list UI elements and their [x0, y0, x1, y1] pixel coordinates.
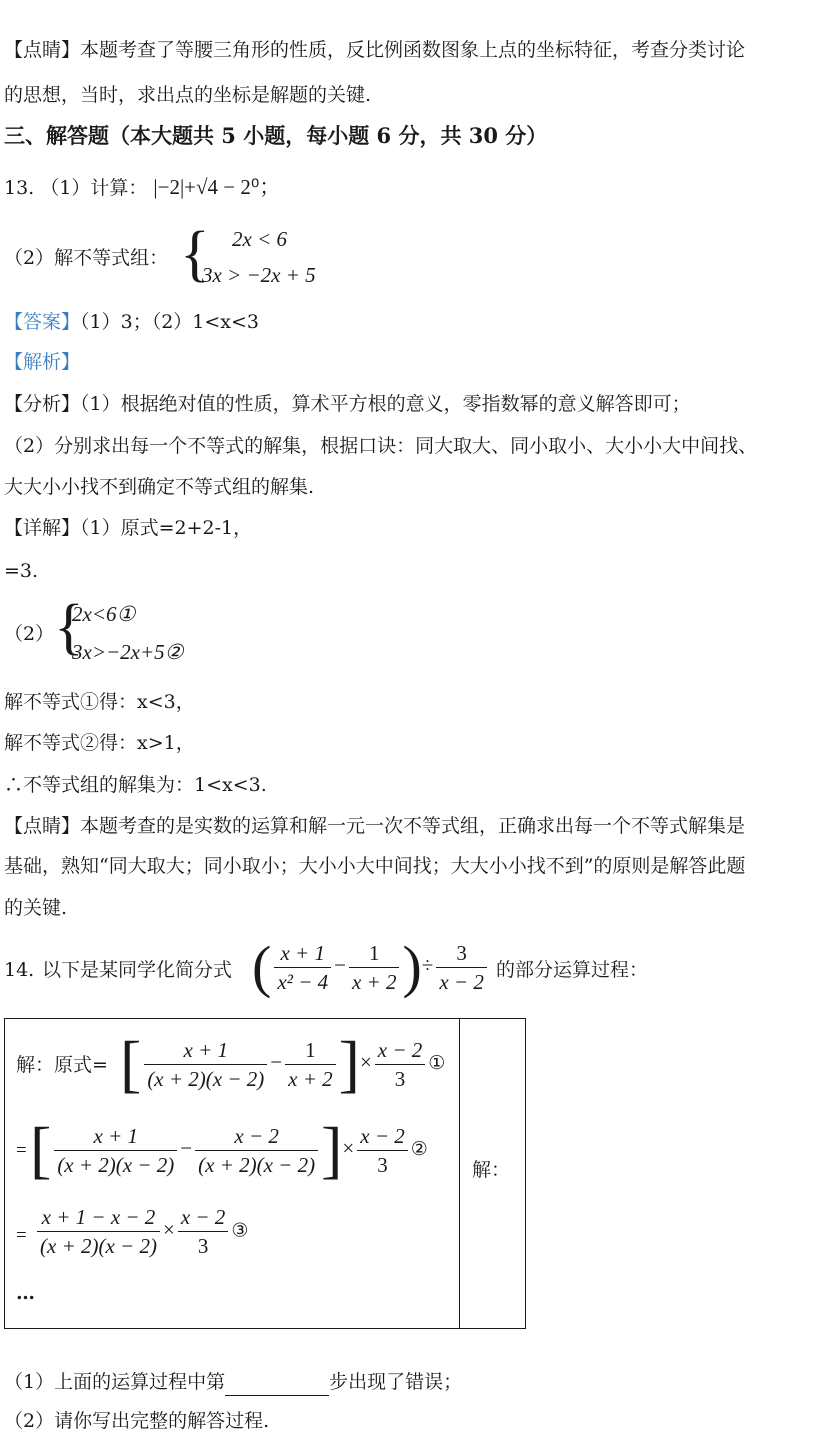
- step1-mark: ①: [428, 1052, 446, 1074]
- xiangjie-text-2: =3.: [4, 560, 39, 582]
- dianjing-2-1: [4, 812, 745, 840]
- q14-q1: [4, 1368, 462, 1396]
- q13-ineq1: 2x < 6: [232, 227, 287, 251]
- dianjing-2-text-2: 基础，熟知“同大取大；同小取小；大小小大中间找；大大小小找不到”的原则是解答此题: [4, 855, 746, 877]
- step1-prefix: 解：原式=: [16, 1054, 108, 1076]
- sol-3: ∴不等式组的解集为：1<x<3.: [4, 774, 267, 796]
- system-brace-2-icon: {: [54, 593, 84, 661]
- dianjing-2-text-1: 本题考查的是实数的运算和解一元一次不等式组，正确求出每一个不等式解集是: [80, 815, 746, 837]
- sol-1: 解不等式①得：x<3，: [4, 691, 195, 713]
- answer-label: 【答案】: [4, 311, 81, 333]
- dianjing-label: 【点睛】: [4, 39, 81, 61]
- fenxi-text-3: 大大小小找不到确定不等式组的解集.: [4, 476, 315, 498]
- system-brace-icon: {: [180, 220, 210, 288]
- section-title: 三、解答题（本大题共 5 小题，每小题 6 分，共 30 分）: [4, 123, 548, 148]
- q13-ineq2: 3x > −2x + 5: [202, 263, 316, 287]
- sys-ineq2: 3x>−2x+5②: [72, 640, 184, 664]
- q14-q1-text: （1）上面的运算过程中第: [4, 1371, 226, 1393]
- solution-box-divider: [459, 1018, 460, 1329]
- xiangjie-label: 【详解】: [4, 517, 81, 539]
- box-right-label: 解：: [472, 1159, 511, 1181]
- sys-prefix: （2）: [4, 623, 55, 645]
- q14-expression: ( $\frac{x + 1}{\text{x² − 4}}$ − $\frac{1}{x + 2}$ )÷ $\frac{3}{x - 2}$: [252, 936, 490, 998]
- q14-number: 14.: [4, 959, 35, 981]
- fenxi-text-2: （2）分别求出每一个不等式的解集，根据口诀：同大取大、同小取小、大小小大中间找、: [4, 435, 758, 457]
- q13-part1-prefix: （1）计算：: [40, 177, 148, 199]
- xiangjie-text-1: （1）原式=2+2-1，: [80, 517, 253, 539]
- fenxi-1: [4, 390, 691, 418]
- fenxi-label: 【分析】: [4, 393, 81, 415]
- dianjing-2-label: 【点睛】: [4, 815, 81, 837]
- dianjing-2-text-3: 的关键.: [4, 897, 68, 919]
- q14-intro-text: 以下是某同学化简分式: [42, 959, 233, 981]
- step3-mark: ③: [231, 1219, 249, 1242]
- q14-q2: （2）请你写出完整的解答过程.: [4, 1410, 270, 1432]
- fenxi-text-1: （1）根据绝对值的性质，算术平方根的意义，零指数幂的意义解答即可；: [80, 393, 691, 415]
- q13-part2-prefix: （2）解不等式组：: [4, 247, 169, 269]
- q13-answer: [4, 308, 259, 336]
- dianjing-text-2: 的思想，当时，求出点的坐标是解题的关键.: [4, 84, 372, 106]
- q14-intro-suffix: 的部分运算过程：: [496, 959, 649, 981]
- q13-number: 13.: [4, 177, 35, 199]
- q13-part1: [4, 173, 280, 202]
- step2-mark: ②: [410, 1138, 428, 1160]
- dianjing-paragraph-1: [4, 36, 745, 64]
- sys-ineq1: 2x<6①: [72, 602, 136, 626]
- box-ellipsis: …: [16, 1282, 35, 1304]
- q14-q1-suffix: 步出现了错误；: [329, 1371, 463, 1393]
- jiexi-label: 【解析】: [4, 351, 81, 373]
- answer-blank[interactable]: [225, 1375, 329, 1396]
- dianjing-text-1: 本题考查了等腰三角形的性质，反比例函数图象上点的坐标特征，考查分类讨论: [80, 39, 746, 61]
- sol-2: 解不等式②得：x>1，: [4, 732, 195, 754]
- xiangjie-1: [4, 514, 252, 542]
- q13-part1-expr: |−2|+√4 − 2⁰；: [153, 175, 281, 199]
- answer-text: （1）3；（2）1<x<3: [80, 311, 260, 333]
